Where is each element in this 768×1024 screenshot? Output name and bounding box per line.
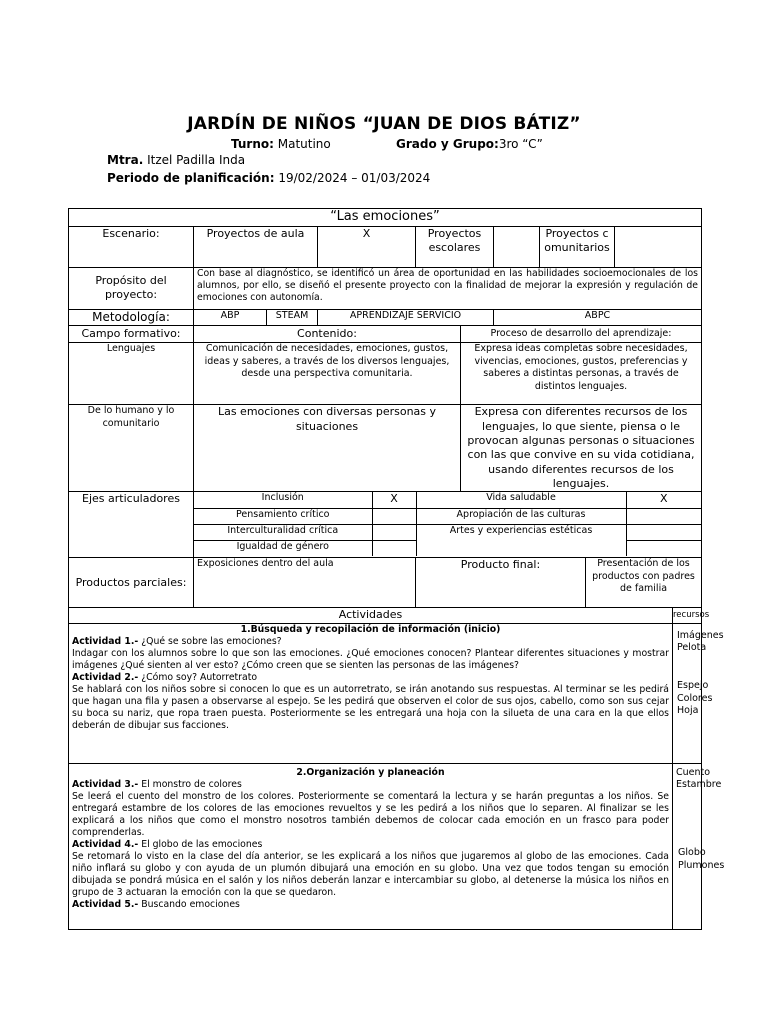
eje-pensamiento: Pensamiento crítico [194, 508, 372, 524]
actividad-2-text: Se hablará con los niños sobre si conocen lo que es un autorretrato, se irán anotando sus respuestas. Al terminar se les pedirá que hagan una fila y pasen a observarse al espejo. Se les pedirá que observen el color de sus ojos, cabello, como son sus cejar su boca su nariz, que ropa traen puesta. Posteriormente se les entregará una hoja con la silueta de una cara en la que ellos deberán de dibujar sus facciones. [72, 683, 669, 732]
eje-interculturalidad: Interculturalidad crítica [194, 524, 372, 540]
eje-interculturalidad-mark [372, 524, 416, 540]
metodologia-abp: ABP [194, 309, 267, 326]
actividad-3-text: Se leerá el cuento del monstro de los colores. Posteriormente se comentará la lectura y se harán preguntas a los niños. Se entregará estambre de los colores de las emociones revueltos y se les pedirá a los niños que lo separen. Al finalizar se les explicará a los niños que como el monstro nosotros también debemos de colocar cada emoción en un frasco para poder comprenderlas. [72, 790, 669, 838]
proposito-text: Con base al diagnóstico, se identificó un área de oportunidad en las habilidades socioemocionales de los alumnos, por ello, se diseñó el presente proyecto con la finalidad de mejorar la expresión y regulación de emociones con autonomía. [194, 267, 702, 309]
pda-lenguajes: Expresa ideas completas sobre necesidades, vivencias, emociones, gustos, preferencias y saberes a distintas personas, a través de distintos lenguajes. [461, 343, 702, 405]
eje-apropiacion: Apropiación de las culturas [416, 508, 626, 524]
eje-inclusion: Inclusión [194, 492, 372, 508]
aula-mark: X [318, 226, 416, 267]
project-title: “Las emociones” [69, 209, 702, 227]
recurso-item: Colores [677, 692, 713, 704]
proposito-label: Propósito del proyecto: [69, 267, 194, 309]
recurso-item: Imágenes [677, 629, 724, 641]
turno: Turno: Matutino [231, 137, 331, 151]
section-1-heading: 1.Búsqueda y recopilación de información (inicio) [240, 623, 501, 635]
campo-lenguajes: Lenguajes [69, 343, 194, 405]
grado-grupo: Grado y Grupo:3ro “C” [396, 137, 543, 151]
recursos-label: recursos [673, 608, 702, 623]
recurso-item: Espejo [677, 680, 709, 692]
actividad-1: Actividad 1.- ¿Qué se sobre las emociones? [72, 635, 282, 647]
campo-humano: De lo humano y lo comunitario [69, 405, 194, 492]
producto-final: Presentación de los productos con padres de familia [586, 558, 702, 608]
pda-label: Proceso de desarrollo del aprendizaje: [461, 326, 702, 343]
actividad-1-text: Indagar con los alumnos sobre lo que son las emociones. ¿Qué emociones conocen? Plantear diferentes situaciones y mostrar imágenes ¿Qué sienten al ver esto? ¿Cómo creen que se sienten las personas de las imágenes? [72, 647, 669, 671]
eje-igualdad-mark [372, 540, 416, 556]
proyectos-escolares: Proyectos escolares [416, 226, 494, 267]
escenario-label: Escenario: [69, 226, 194, 267]
ejes-label: Ejes articuladores [69, 492, 194, 558]
planning-table [68, 208, 725, 930]
eje-vida-saludable-mark: X [626, 492, 701, 508]
recurso-item: Pelota [677, 641, 707, 653]
productos-parciales: Exposiciones dentro del aula [194, 558, 416, 608]
section-1 [69, 623, 673, 763]
escolares-mark [494, 226, 540, 267]
contenido-label: Contenido: [194, 326, 461, 343]
pda-humano: Expresa con diferentes recursos de los lenguajes, lo que siente, piensa o le provocan algunas personas o situaciones con las que convive en su vida cotidiana, usando diferentes recursos de los lenguajes. [461, 405, 702, 492]
actividad-5: Actividad 5.- Buscando emociones [72, 899, 240, 911]
section-1-recursos [673, 623, 724, 763]
actividades-label: Actividades [69, 608, 673, 623]
recurso-item: Hoja [677, 704, 699, 716]
eje-pensamiento-mark [372, 508, 416, 524]
school-title: JARDÍN DE NIÑOS “JUAN DE DIOS BÁTIZ” [187, 114, 581, 134]
eje-vida-saludable: Vida saludable [416, 492, 626, 508]
actividad-3: Actividad 3.- El monstro de colores [72, 778, 242, 790]
metodologia-label: Metodología: [69, 309, 194, 326]
periodo: Periodo de planificación: 19/02/2024 – 01/03/2024 [107, 171, 431, 185]
metodologia-steam: STEAM [267, 309, 318, 326]
actividad-4: Actividad 4.- El globo de las emociones [72, 839, 263, 851]
producto-final-label: Producto final: [416, 558, 586, 608]
comunitarios-mark [615, 226, 702, 267]
eje-apropiacion-mark [626, 508, 701, 524]
campo-label: Campo formativo: [69, 326, 194, 343]
actividad-4-text: Se retomará lo visto en la clase del día anterior, se les explicará a los niños que jugaremos al globo de las emociones. Cada niño inflará su globo y con ayuda de un plumón dibujará una emoción en su globo. Una vez que todos tengan su emoción dibujada se pondrá música en el salón y los niños deberán lanzar e intercambiar su globo, al detenerse la música los niños en grupo de 3 actuaran la emoción con la que se quedaron. [72, 851, 669, 899]
productos-parciales-label: Productos parciales: [69, 558, 194, 608]
recurso-item: Cuento [676, 766, 711, 778]
eje-inclusion-mark: X [372, 492, 416, 508]
actividad-2: Actividad 2.- ¿Cómo soy? Autorretrato [72, 671, 258, 683]
eje-artes-mark [626, 524, 701, 540]
maestra: Mtra. Itzel Padilla Inda [107, 153, 246, 167]
section-2-heading: 2.Organización y planeación [296, 766, 445, 778]
section-2-recursos [673, 763, 725, 929]
proyectos-comunitarios: Proyectos comunitarios [540, 226, 615, 267]
eje-artes: Artes y experiencias estéticas [416, 524, 626, 556]
eje-igualdad: Igualdad de género [194, 540, 372, 556]
contenido-lenguajes: Comunicación de necesidades, emociones, gustos, ideas y saberes, a través de los diversos lenguajes, desde una perspectiva comunitaria. [194, 343, 461, 405]
section-2 [69, 763, 673, 929]
contenido-humano: Las emociones con diversas personas y situaciones [194, 405, 461, 492]
proyectos-aula: Proyectos de aula [194, 226, 318, 267]
recurso-item: Plumones [678, 859, 725, 871]
metodologia-abpc: ABPC [494, 309, 702, 326]
recurso-item: Globo [678, 847, 706, 859]
ejes-grid [194, 492, 702, 558]
metodologia-servicio: APRENDIZAJE SERVICIO [318, 309, 494, 326]
recurso-item: Estambre [676, 778, 722, 790]
eje-empty [626, 540, 701, 556]
